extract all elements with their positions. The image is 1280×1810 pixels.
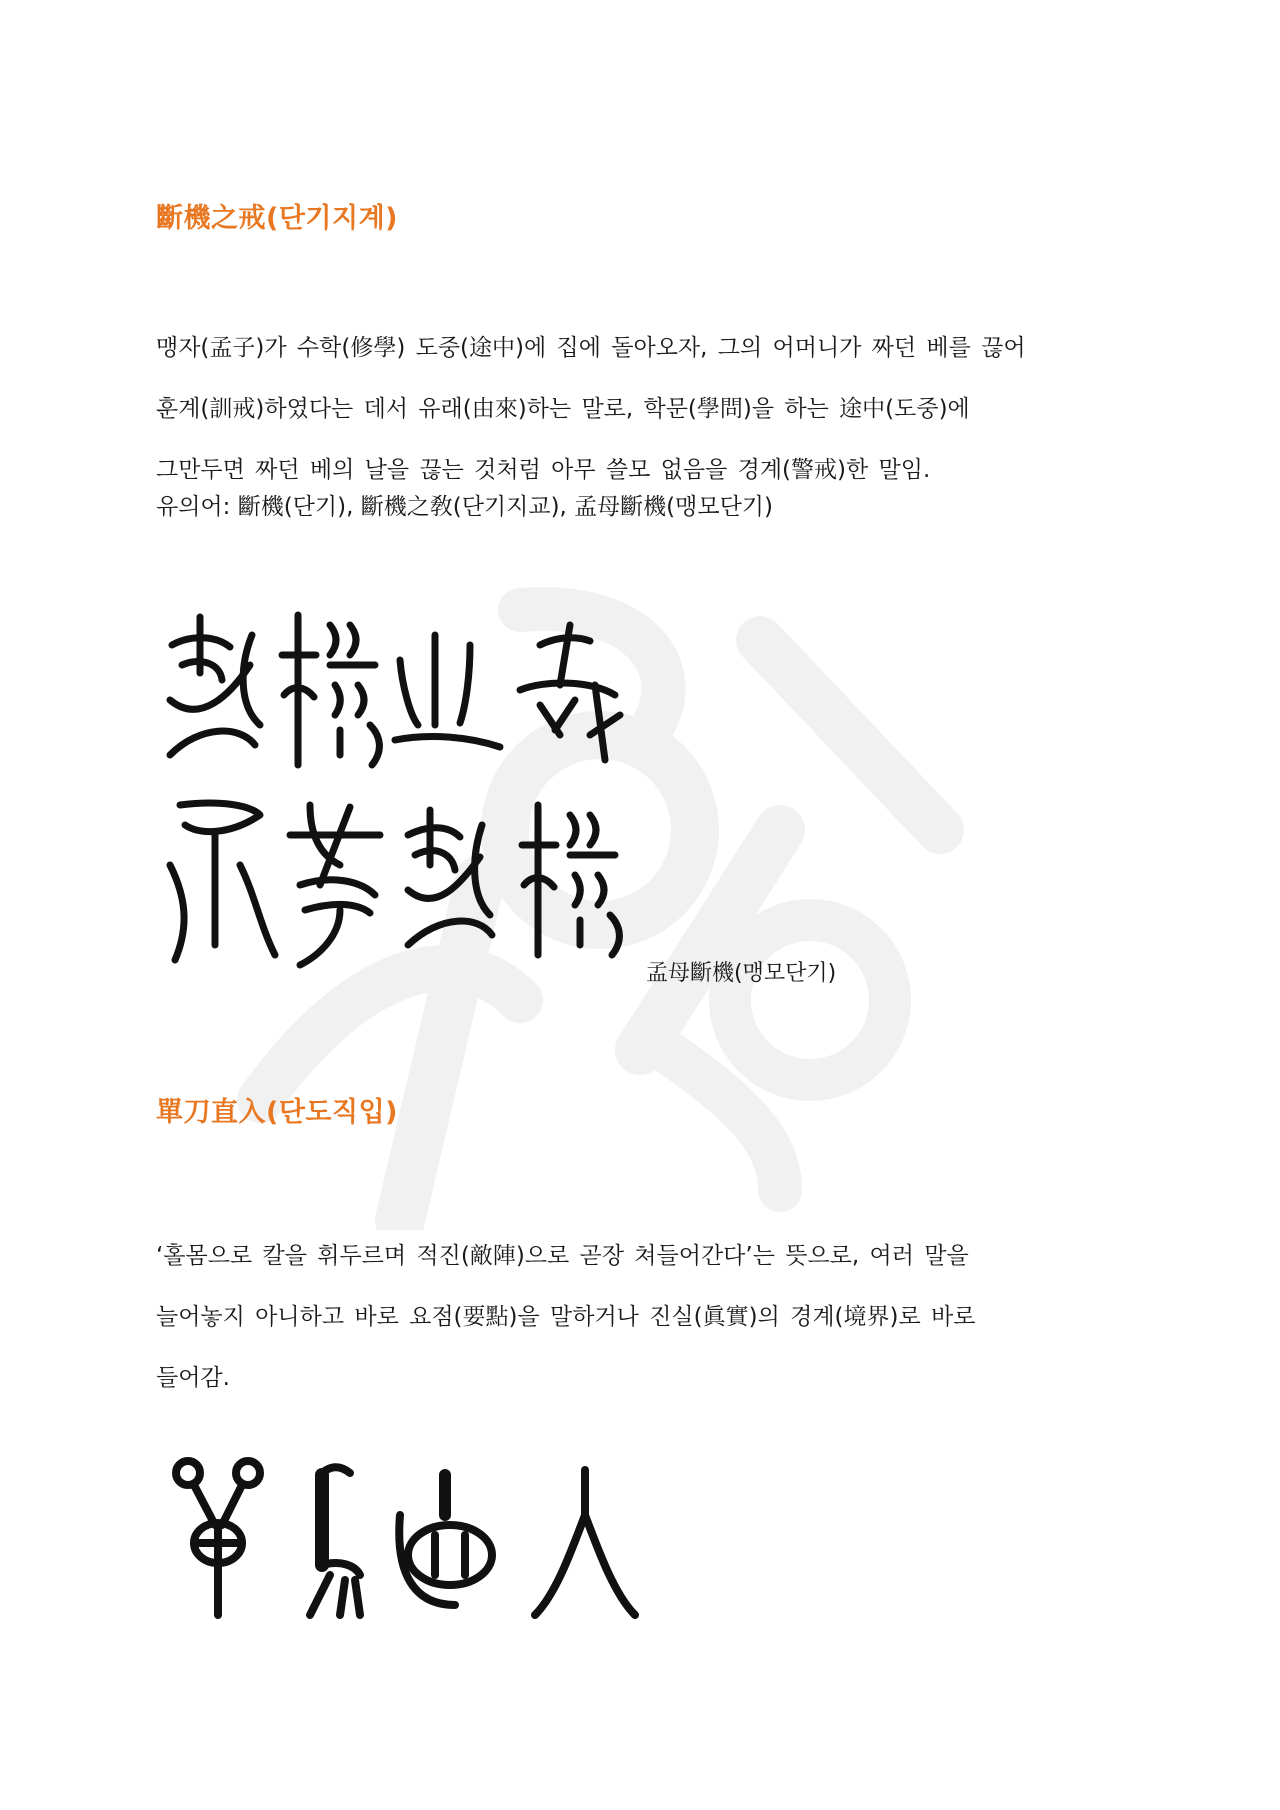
paragraph-line: 들어감. — [156, 1365, 230, 1391]
section-heading-danggijigye: 斷機之戒(단기지계) — [156, 203, 399, 234]
ancient-glyph-dao — [310, 1467, 360, 1615]
seal-glyph-ji — [282, 615, 379, 765]
seal-glyph-mu — [290, 805, 380, 965]
paragraph-line: ‘홀몸으로 칼을 휘두르며 적진(敵陣)으로 곧장 쳐들어간다’는 뜻으로, 여러 말을 — [156, 1243, 969, 1269]
ancient-glyph-dan — [176, 1461, 260, 1615]
seal-script-image-1 — [160, 605, 650, 985]
seal-glyph-jie — [520, 625, 620, 760]
seal-script-caption: 孟母斷機(맹모단기) — [646, 961, 837, 986]
section2-paragraph — [156, 1226, 1116, 1409]
paragraph-line: 맹자(孟子)가 수학(修學) 도중(途中)에 집에 돌아오자, 그의 어머니가 짜던 베를 끊어 — [156, 335, 1026, 361]
seal-glyph-duan — [170, 617, 260, 755]
section-heading-dandojigip: 單刀直入(단도직입) — [156, 1097, 399, 1128]
seal-glyph-ji-2 — [522, 805, 619, 955]
paragraph-line: 훈계(訓戒)하였다는 데서 유래(由來)하는 말로, 학문(學問)을 하는 途中(도중)에 — [156, 396, 970, 422]
synonyms-line: 유의어: 斷機(단기), 斷機之敎(단기지교), 孟母斷機(맹모단기) — [156, 494, 773, 520]
paragraph-line: 늘어놓지 아니하고 바로 요점(要點)을 말하거나 진실(眞實)의 경계(境界)로 바로 — [156, 1304, 976, 1330]
seal-script-image-2 — [170, 1455, 650, 1625]
paragraph-line: 그만두면 짜던 베의 날을 끊는 것처럼 아무 쓸모 없음을 경계(警戒)한 말임. — [156, 457, 931, 483]
ancient-glyph-ru — [535, 1470, 635, 1615]
seal-glyph-zhi — [395, 635, 500, 747]
ancient-glyph-zhi — [399, 1475, 492, 1605]
seal-glyph-duan-2 — [408, 810, 492, 945]
seal-glyph-meng — [170, 803, 275, 960]
section1-paragraph — [156, 318, 1116, 501]
